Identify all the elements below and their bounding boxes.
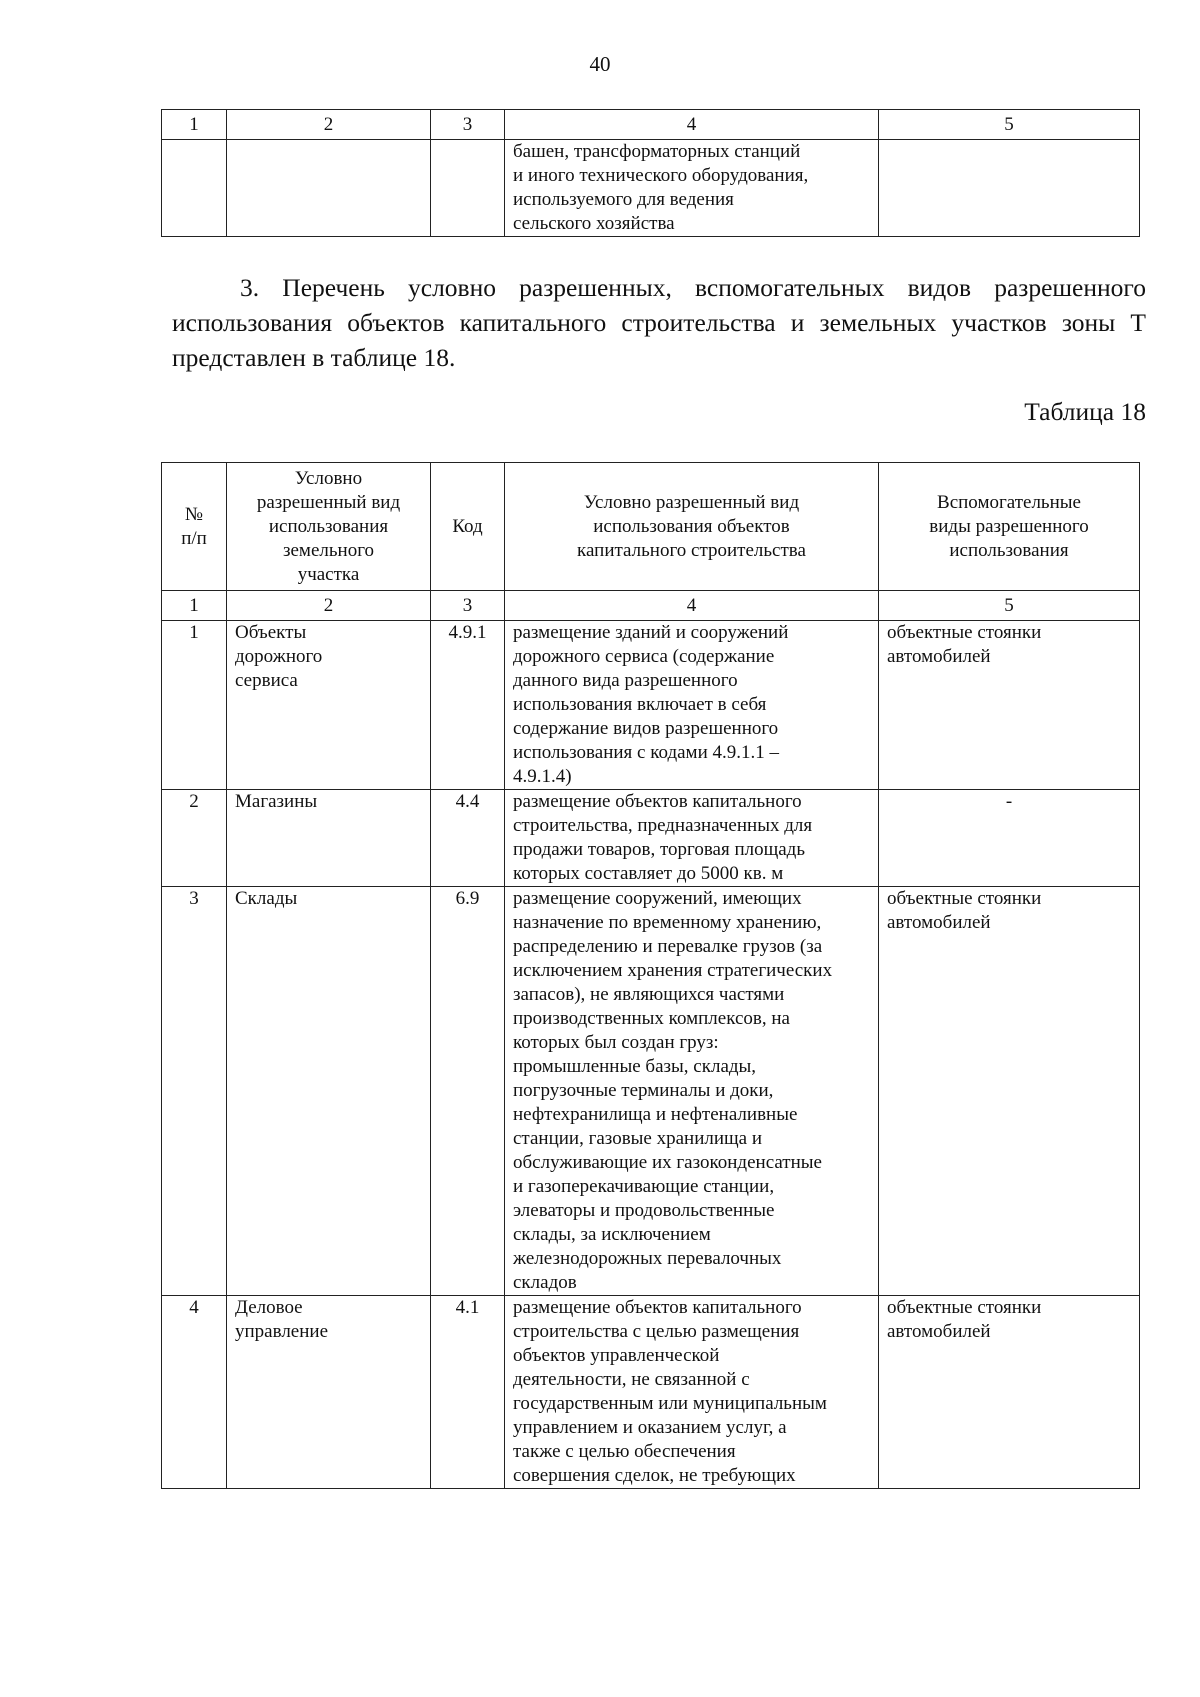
- cell-num: 3: [162, 887, 227, 1296]
- continued-table: [161, 109, 1140, 237]
- column-number: 2: [227, 110, 431, 140]
- cell-land-use: [227, 140, 431, 237]
- cell-num: 1: [162, 621, 227, 790]
- header-land-use: Условно разрешенный вид использования земельного участка: [227, 463, 431, 591]
- header-code: Код: [431, 463, 505, 591]
- table-header-row: [162, 463, 1140, 591]
- cell-auxiliary: [879, 140, 1140, 237]
- cell-code: 4.1: [431, 1296, 505, 1489]
- cell-code: [431, 140, 505, 237]
- cell-code: 4.9.1: [431, 621, 505, 790]
- header-building-use: Условно разрешенный вид использования объектов капитального строительства: [505, 463, 879, 591]
- page-number: 40: [589, 52, 611, 76]
- cell-code: 4.4: [431, 790, 505, 887]
- body-paragraph: 3. Перечень условно разрешенных, вспомогательных видов разрешенного использования объектов капитального строительства и земельных участков зоны Т представлен в таблице 18.: [172, 273, 1146, 372]
- column-number: 1: [162, 591, 227, 621]
- column-number: 2: [227, 591, 431, 621]
- table-row: [162, 1296, 1140, 1489]
- table-caption: Таблица 18: [1024, 397, 1146, 426]
- column-number: 5: [879, 591, 1140, 621]
- table-row: [162, 790, 1140, 887]
- column-number-row: [162, 591, 1140, 621]
- cell-auxiliary: -: [879, 790, 1140, 887]
- header-auxiliary: Вспомогательные виды разрешенного использования: [879, 463, 1140, 591]
- cell-building-use: размещение объектов капитального строительства, предназначенных для продажи товаров, торговая площадь которых составляет до 5000 кв. м: [505, 790, 879, 887]
- cell-land-use: Деловое управление: [227, 1296, 431, 1489]
- column-number: 3: [431, 591, 505, 621]
- cell-building-use: размещение сооружений, имеющих назначение по временному хранению, распределению и перевалке грузов (за исключением хранения стратегических запасов), не являющихся частями производственных комплексов, на которых был создан груз: промышленные базы, склады, погрузочные терминалы и доки, нефтехранилища и нефтеналивные станции, газовые хранилища и обслуживающие их газоконденсатные и газоперекачивающие станции, элеваторы и продовольственные склады, за исключением железнодорожных перевалочных складов: [505, 887, 879, 1296]
- column-number: 5: [879, 110, 1140, 140]
- cell-num: 2: [162, 790, 227, 887]
- column-number: 4: [505, 591, 879, 621]
- cell-auxiliary: объектные стоянки автомобилей: [879, 621, 1140, 790]
- cell-num: 4: [162, 1296, 227, 1489]
- table-row: [162, 887, 1140, 1296]
- column-number-row: [162, 110, 1140, 140]
- table-row: [162, 621, 1140, 790]
- table-18: [161, 462, 1140, 1489]
- header-num: № п/п: [162, 463, 227, 591]
- cell-building-use: башен, трансформаторных станций и иного технического оборудования, используемого для ведения сельского хозяйства: [505, 140, 879, 237]
- cell-num: [162, 140, 227, 237]
- table-row: [162, 140, 1140, 237]
- cell-code: 6.9: [431, 887, 505, 1296]
- cell-auxiliary: объектные стоянки автомобилей: [879, 887, 1140, 1296]
- cell-land-use: Объекты дорожного сервиса: [227, 621, 431, 790]
- column-number: 1: [162, 110, 227, 140]
- cell-building-use: размещение объектов капитального строительства с целью размещения объектов управленческой деятельности, не связанной с государственным или муниципальным управлением и оказанием услуг, а также с целью обеспечения совершения сделок, не требующих: [505, 1296, 879, 1489]
- cell-land-use: Склады: [227, 887, 431, 1296]
- column-number: 4: [505, 110, 879, 140]
- column-number: 3: [431, 110, 505, 140]
- cell-building-use: размещение зданий и сооружений дорожного сервиса (содержание данного вида разрешенного использования включает в себя содержание видов разрешенного использования с кодами 4.9.1.1 – 4.9.1.4): [505, 621, 879, 790]
- cell-land-use: Магазины: [227, 790, 431, 887]
- cell-auxiliary: объектные стоянки автомобилей: [879, 1296, 1140, 1489]
